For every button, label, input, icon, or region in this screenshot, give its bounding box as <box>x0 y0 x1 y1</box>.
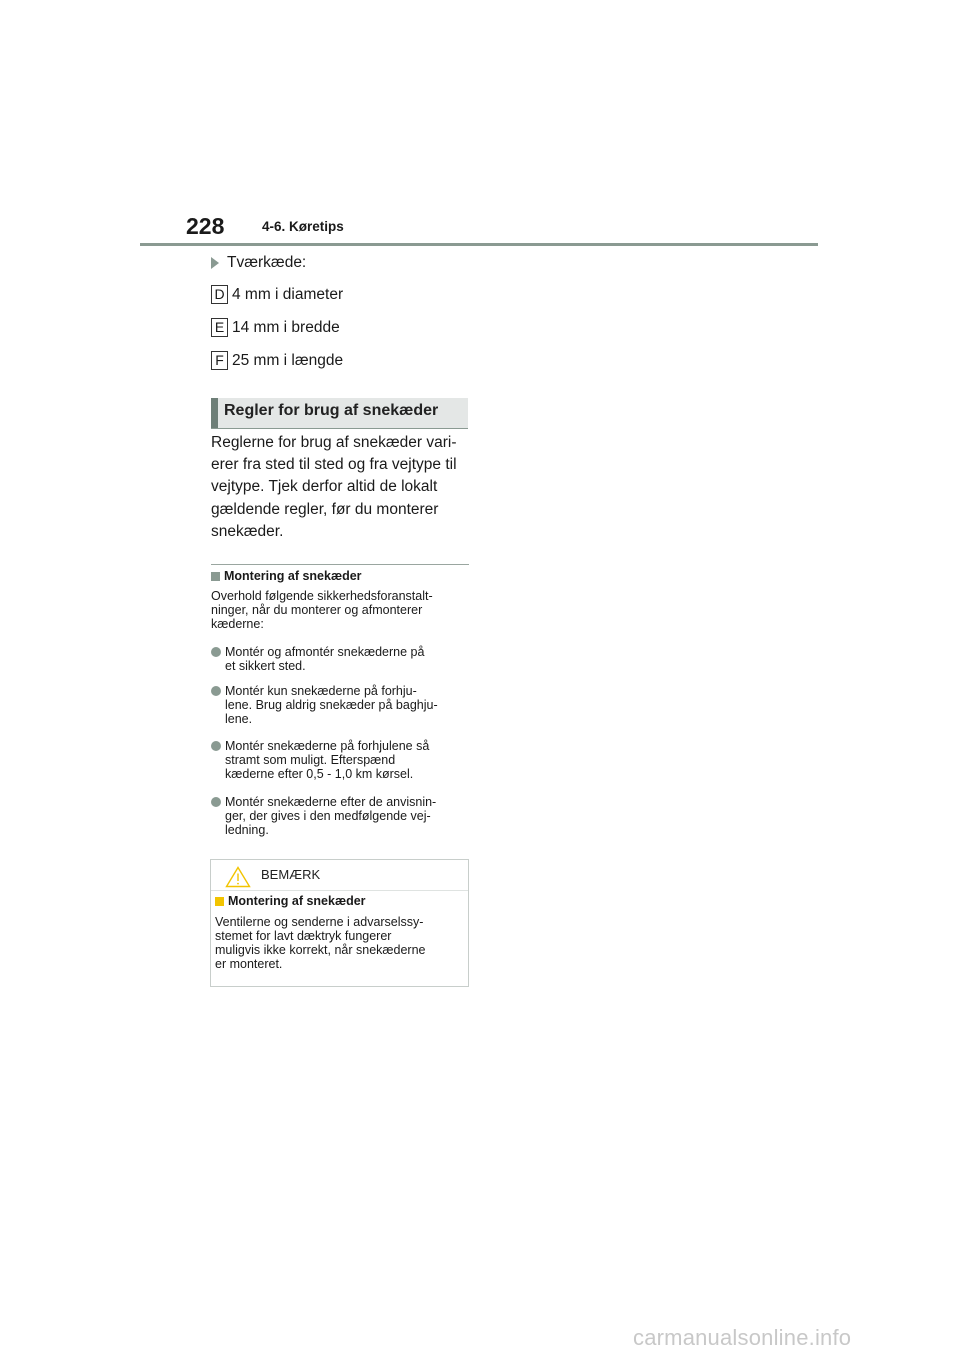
bullet-line: kæderne efter 0,5 - 1,0 km kørsel. <box>225 767 414 781</box>
bullet-line: Montér og afmontér snekæderne på <box>225 645 425 659</box>
letter-marker: F <box>211 351 228 370</box>
bullet-line: Montér snekæderne på forhjulene så <box>225 739 430 753</box>
spec-value: 14 mm i bredde <box>232 318 340 336</box>
spec-item <box>211 318 340 337</box>
list-item <box>211 795 473 837</box>
notice-subtitle: Montering af snekæder <box>228 894 366 908</box>
intro-line: vejtype. Tjek derfor altid de lokalt <box>211 478 438 496</box>
spec-item <box>211 285 343 304</box>
mounting-body <box>211 589 473 631</box>
notice-title: BEMÆRK <box>261 867 321 882</box>
circle-bullet-icon <box>211 797 221 807</box>
spec-value: 4 mm i diameter <box>232 285 344 303</box>
bullet-line: Montér snekæderne efter de anvisnin- <box>225 795 437 809</box>
intro-line: snekæder. <box>211 522 284 540</box>
spec-heading-label: Tværkæde: <box>227 254 307 271</box>
notice-line: er monteret. <box>215 957 283 971</box>
notice-box <box>210 859 469 987</box>
square-bullet-icon <box>211 572 220 581</box>
intro-paragraph <box>211 432 481 543</box>
spec-heading <box>211 254 306 272</box>
bullet-line: et sikkert sted. <box>225 659 306 673</box>
bullet-line: lene. <box>225 712 253 726</box>
list-item <box>211 739 473 781</box>
header-divider <box>140 243 818 246</box>
intro-line: erer fra sted til sted og fra vejtype til <box>211 456 457 474</box>
letter-marker: D <box>211 285 228 304</box>
spec-value: 25 mm i længde <box>232 351 344 369</box>
notice-line: Ventilerne og senderne i advarselssy- <box>215 915 424 929</box>
notice-line: muligvis ikke korrekt, når snekæderne <box>215 943 426 957</box>
intro-line: Reglerne for brug af snekæder vari- <box>211 434 457 451</box>
rules-heading-label: Regler for brug af snekæder <box>224 402 439 419</box>
mounting-title: Montering af snekæder <box>224 569 362 583</box>
section-divider <box>211 564 469 565</box>
warning-icon <box>225 866 251 888</box>
notice-subheading <box>215 894 366 908</box>
notice-header <box>211 860 468 891</box>
rules-heading <box>211 398 468 429</box>
section-title: 4-6. Køretips <box>262 219 344 234</box>
body-line: Overhold følgende sikkerhedsforanstalt- <box>211 589 433 603</box>
watermark: carmanualsonline.info <box>633 1325 852 1350</box>
letter-marker: E <box>211 318 228 337</box>
notice-body <box>215 915 467 971</box>
circle-bullet-icon <box>211 741 221 751</box>
intro-line: gældende regler, før du monterer <box>211 500 439 518</box>
body-line: kæderne: <box>211 617 264 631</box>
list-item <box>211 645 473 673</box>
page-number: 228 <box>186 213 225 239</box>
bullet-line: lene. Brug aldrig snekæder på baghju- <box>225 698 438 712</box>
body-line: ninger, når du monterer og afmonterer <box>211 603 423 617</box>
bullet-line: Montér kun snekæderne på forhju- <box>225 684 417 698</box>
square-bullet-icon <box>215 897 224 906</box>
bullet-line: ger, der gives i den medfølgende vej- <box>225 809 431 823</box>
spec-item <box>211 351 343 370</box>
triangle-bullet-icon <box>211 257 219 269</box>
list-item <box>211 684 473 726</box>
bullet-line: stramt som muligt. Efterspænd <box>225 753 396 767</box>
circle-bullet-icon <box>211 686 221 696</box>
circle-bullet-icon <box>211 647 221 657</box>
mounting-subheading <box>211 569 362 583</box>
notice-line: stemet for lavt dæktryk fungerer <box>215 929 392 943</box>
bullet-line: ledning. <box>225 823 269 837</box>
heading-bar <box>211 398 218 428</box>
